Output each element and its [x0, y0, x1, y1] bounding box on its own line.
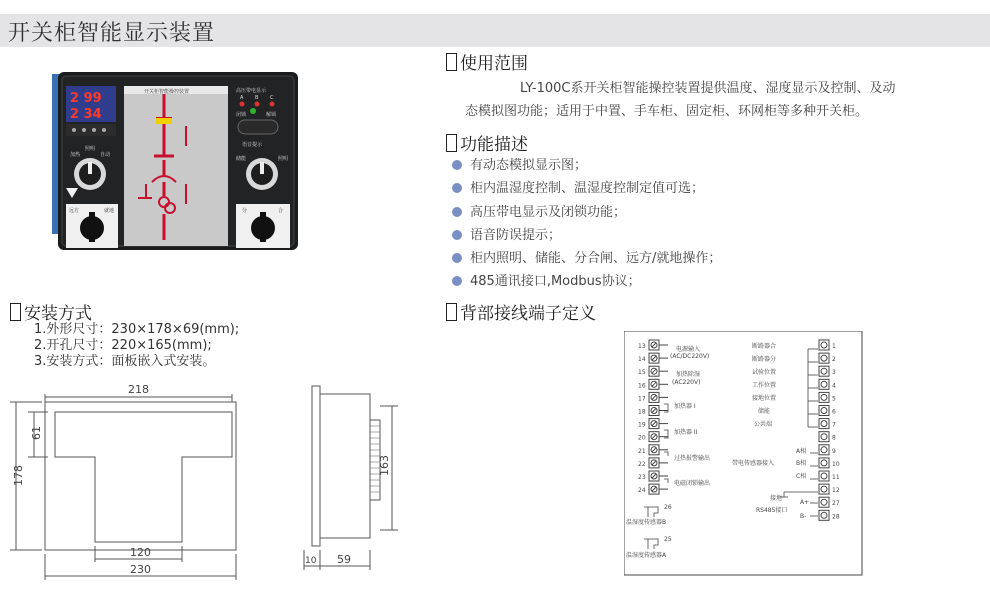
front-dimension-drawing	[0, 376, 250, 586]
bullet-icon	[452, 253, 462, 263]
dim-230: 230	[130, 563, 151, 576]
hv-label: 高压带电显示	[236, 88, 267, 94]
right-terminal-10-number: 10	[832, 460, 840, 468]
dim-120: 120	[130, 546, 151, 559]
dim-10: 10	[305, 556, 317, 566]
bullet-icon	[452, 276, 462, 286]
terminal-label-1: 电源输入	[676, 346, 701, 353]
bullet-icon	[452, 207, 462, 217]
right-terminal-5-number: 5	[832, 395, 836, 403]
terminal-label-r7: 公共端	[754, 421, 773, 428]
page-title: 开关柜智能显示装置	[8, 21, 216, 46]
switch-left-label-2: 就地	[104, 208, 115, 214]
sensor-a-num: 25	[664, 536, 672, 543]
rs485-label: RS485接口	[756, 507, 788, 514]
usage-line-2: 态模拟图功能；适用于中置、手车柜、固定柜、环网柜等多种开关柜。	[465, 104, 869, 119]
right-terminal-11-number: 11	[832, 474, 840, 481]
terminal-label-3: 加热除湿	[676, 371, 701, 378]
left-terminal-15-number: 15	[638, 369, 646, 377]
right-terminal-7-number: 7	[832, 421, 836, 429]
left-terminal-24-number: 24	[638, 487, 646, 495]
terminal-label-6: 加热器 II	[674, 429, 698, 436]
unlock-label: 解锁	[266, 112, 277, 118]
terminal-label-5: 加热器 I	[674, 403, 696, 410]
knob-right-label-1: 储能	[236, 156, 247, 162]
display-value-2: 2 34	[70, 107, 102, 122]
right-terminal-27-number: 27	[832, 500, 840, 508]
list-item: 有动态模拟显示图；	[452, 154, 721, 177]
voice-label: 语音提示	[242, 142, 263, 148]
sensor-b-num: 26	[664, 504, 672, 511]
lock-label: 闭锁	[236, 112, 247, 118]
heading-box-icon	[10, 303, 21, 321]
dim-59: 59	[337, 553, 351, 566]
b-minus-label: B-	[800, 513, 807, 520]
knob-right-label-2: 照明	[278, 156, 289, 162]
terminal-label-r5: 接地位置	[752, 395, 777, 402]
terminal-label-r1: 断路器合	[752, 343, 777, 350]
right-terminal-9-number: 9	[832, 447, 836, 455]
list-item: 485通讯接口,Modbus协议；	[452, 270, 721, 293]
switch-left-label-1: 远方	[69, 208, 80, 214]
heading-box-icon	[446, 134, 457, 152]
device-photo	[52, 64, 300, 254]
knob-left-label-3: 自动	[100, 152, 111, 158]
list-item: 柜内温湿度控制、温湿度控制定值可选；	[452, 177, 721, 200]
switch-right-label-1: 分	[242, 208, 248, 214]
terminal-label-r2: 断路器分	[752, 356, 777, 363]
right-terminal-2-number: 2	[832, 356, 836, 364]
install-lines	[34, 322, 239, 370]
left-terminal-23-number: 23	[638, 474, 646, 481]
sensor-a-label: 温湿度传感器A	[626, 552, 667, 559]
usage-heading: 使用范围	[446, 49, 528, 74]
right-terminal-28-number: 28	[832, 513, 840, 521]
bullet-icon	[452, 160, 462, 170]
list-item: 高压带电显示及闭锁功能；	[452, 201, 721, 224]
left-terminal-22-number: 22	[638, 460, 646, 468]
right-terminal-3-number: 3	[832, 369, 836, 377]
lamp-c-label: C	[270, 95, 274, 101]
left-terminal-20-number: 20	[638, 434, 646, 442]
terminal-diagram	[624, 331, 864, 577]
features-heading: 功能描述	[446, 130, 528, 155]
right-terminal-4-number: 4	[832, 382, 836, 390]
bullet-icon	[452, 230, 462, 240]
display-value-1: 2 99	[70, 91, 102, 106]
right-terminal-8-number: 8	[832, 434, 836, 442]
bullet-icon	[452, 183, 462, 193]
heading-box-icon	[446, 303, 457, 321]
phase-c-label: C相	[796, 473, 807, 480]
right-terminal-6-number: 6	[832, 408, 836, 416]
a-plus-label: A+	[800, 499, 810, 506]
install-line-3: 3.安装方式：面板嵌入式安装。	[34, 354, 216, 369]
usage-line-1: LY-100C系开关柜智能操控装置提供温度、湿度显示及控制、及动	[520, 81, 896, 96]
left-terminal-19-number: 19	[638, 421, 646, 429]
heading-box-icon	[446, 53, 457, 71]
list-item: 语音防误提示；	[452, 224, 721, 247]
install-line-1: 1.外形尺寸：230×178×69(mm);	[34, 322, 240, 337]
knob-left-label-1: 加热	[70, 152, 81, 158]
lamp-a-label: A	[240, 95, 244, 101]
terminal-label-4: (AC220V)	[672, 379, 701, 386]
dim-61: 61	[30, 426, 43, 440]
page-title-bar	[0, 14, 990, 47]
left-terminal-21-number: 21	[638, 447, 646, 455]
switch-right-label-2: 合	[278, 208, 284, 214]
left-terminal-17-number: 17	[638, 395, 646, 403]
terminal-label-r4: 工作位置	[752, 382, 777, 389]
left-terminal-14-number: 14	[638, 356, 646, 364]
phase-b-label: B相	[796, 460, 807, 467]
terminal-label-2: (AC/DC220V)	[670, 353, 710, 360]
right-terminal-12-number: 12	[832, 487, 840, 495]
panel-title: 开关柜智能操控装置	[144, 89, 190, 95]
terminal-label-8: 电磁闭锁输出	[674, 480, 711, 487]
wiring-heading: 背部接线端子定义	[446, 299, 596, 324]
phase-a-label: A相	[796, 448, 807, 455]
dim-178: 178	[12, 465, 25, 486]
dim-218: 218	[128, 383, 149, 396]
terminal-label-r6: 储能	[758, 408, 771, 415]
left-terminal-18-number: 18	[638, 408, 646, 416]
lamp-b-label: B	[255, 95, 259, 101]
right-terminal-1-number: 1	[832, 343, 836, 350]
left-terminal-16-number: 16	[638, 382, 646, 390]
sensor-b-label: 温湿度传感器B	[626, 519, 667, 526]
features-list	[452, 154, 721, 294]
left-terminal-13-number: 13	[638, 343, 646, 350]
install-heading: 安装方式	[10, 299, 92, 324]
sensor-input-label: 带电传感器接入	[732, 460, 775, 467]
knob-left-label-2: 照明	[85, 146, 96, 152]
install-line-2: 2.开孔尺寸：220×165(mm);	[34, 338, 212, 353]
side-dimension-drawing	[300, 380, 410, 580]
ground-label: 接地	[770, 495, 783, 502]
dim-163: 163	[378, 455, 391, 476]
terminal-label-r3: 试验位置	[752, 369, 777, 376]
list-item: 柜内照明、储能、分合闸、远方/就地操作；	[452, 247, 721, 270]
terminal-label-7: 过热报警输出	[674, 455, 711, 462]
